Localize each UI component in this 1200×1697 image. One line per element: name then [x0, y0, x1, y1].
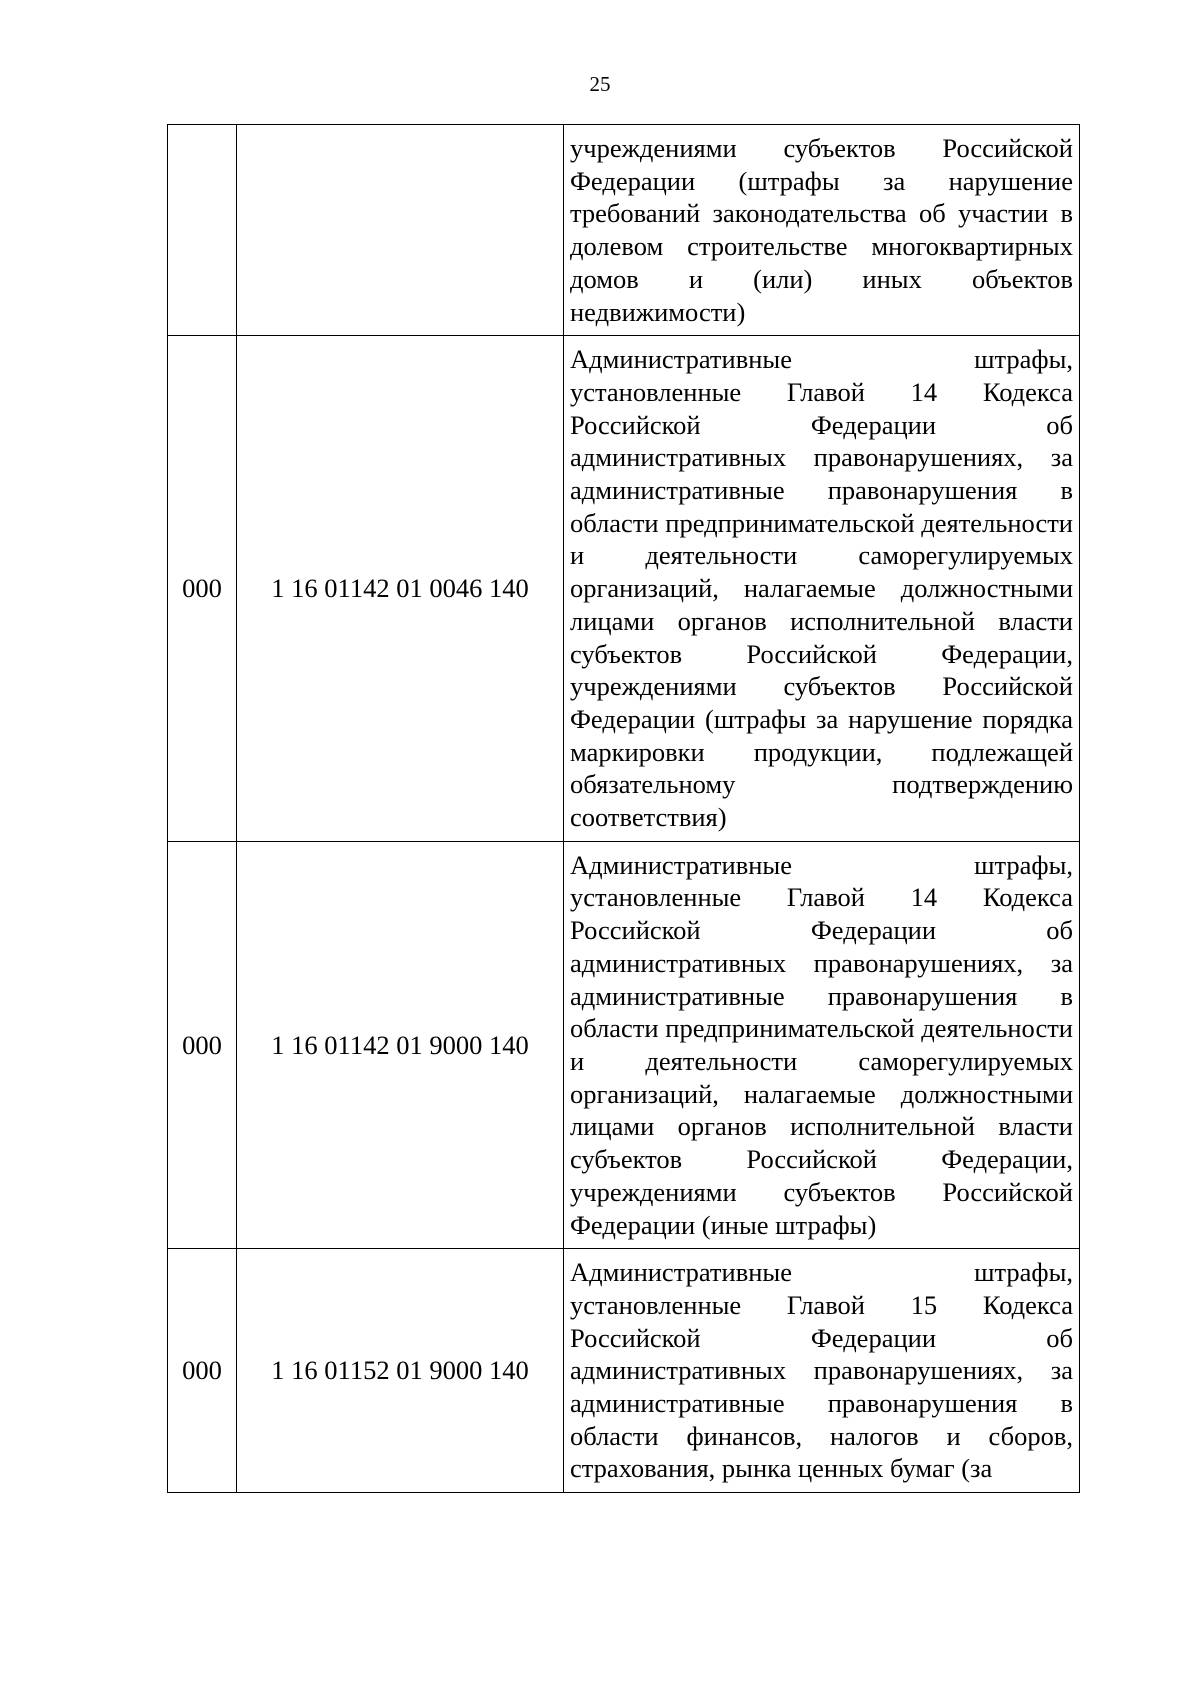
- admin-code-cell: 000: [168, 841, 237, 1248]
- table-row: [168, 336, 1080, 842]
- description-cell: Административные штрафы, установленные Главой 14 Кодекса Российской Федерации об административных правонарушениях, за административные правонарушения в области предпринимательской деятельности и деятельности саморегулируемых организаций, налагаемые должностными лицами органов исполнительной власти субъектов Российской Федерации, учреждениями субъектов Российской Федерации (иные штрафы): [564, 841, 1080, 1248]
- description-cell: учреждениями субъектов Российской Федерации (штрафы за нарушение требований законодательства об участии в долевом строительстве многоквартирных домов и (или) иных объектов недвижимости): [564, 125, 1080, 336]
- budget-code-cell: 1 16 01142 01 0046 140: [237, 336, 564, 842]
- budget-code-cell: 1 16 01152 01 9000 140: [237, 1249, 564, 1493]
- description-cell: Административные штрафы, установленные Главой 15 Кодекса Российской Федерации об административных правонарушениях, за административные правонарушения в области финансов, налогов и сборов, страхования, рынка ценных бумаг (за: [564, 1249, 1080, 1493]
- budget-codes-table: [167, 124, 1080, 1493]
- admin-code-cell: 000: [168, 1249, 237, 1493]
- budget-code-cell: 1 16 01142 01 9000 140: [237, 841, 564, 1248]
- description-cell: Административные штрафы, установленные Главой 14 Кодекса Российской Федерации об административных правонарушениях, за административные правонарушения в области предпринимательской деятельности и деятельности саморегулируемых организаций, налагаемые должностными лицами органов исполнительной власти субъектов Российской Федерации, учреждениями субъектов Российской Федерации (штрафы за нарушение порядка маркировки продукции, подлежащей обязательному подтверждению соответствия): [564, 336, 1080, 842]
- admin-code-cell: 000: [168, 336, 237, 842]
- table-row: [168, 841, 1080, 1248]
- page-number: 25: [589, 72, 611, 96]
- table-row: [168, 1249, 1080, 1493]
- admin-code-cell: [168, 125, 237, 336]
- budget-code-cell: [237, 125, 564, 336]
- table-row: [168, 125, 1080, 336]
